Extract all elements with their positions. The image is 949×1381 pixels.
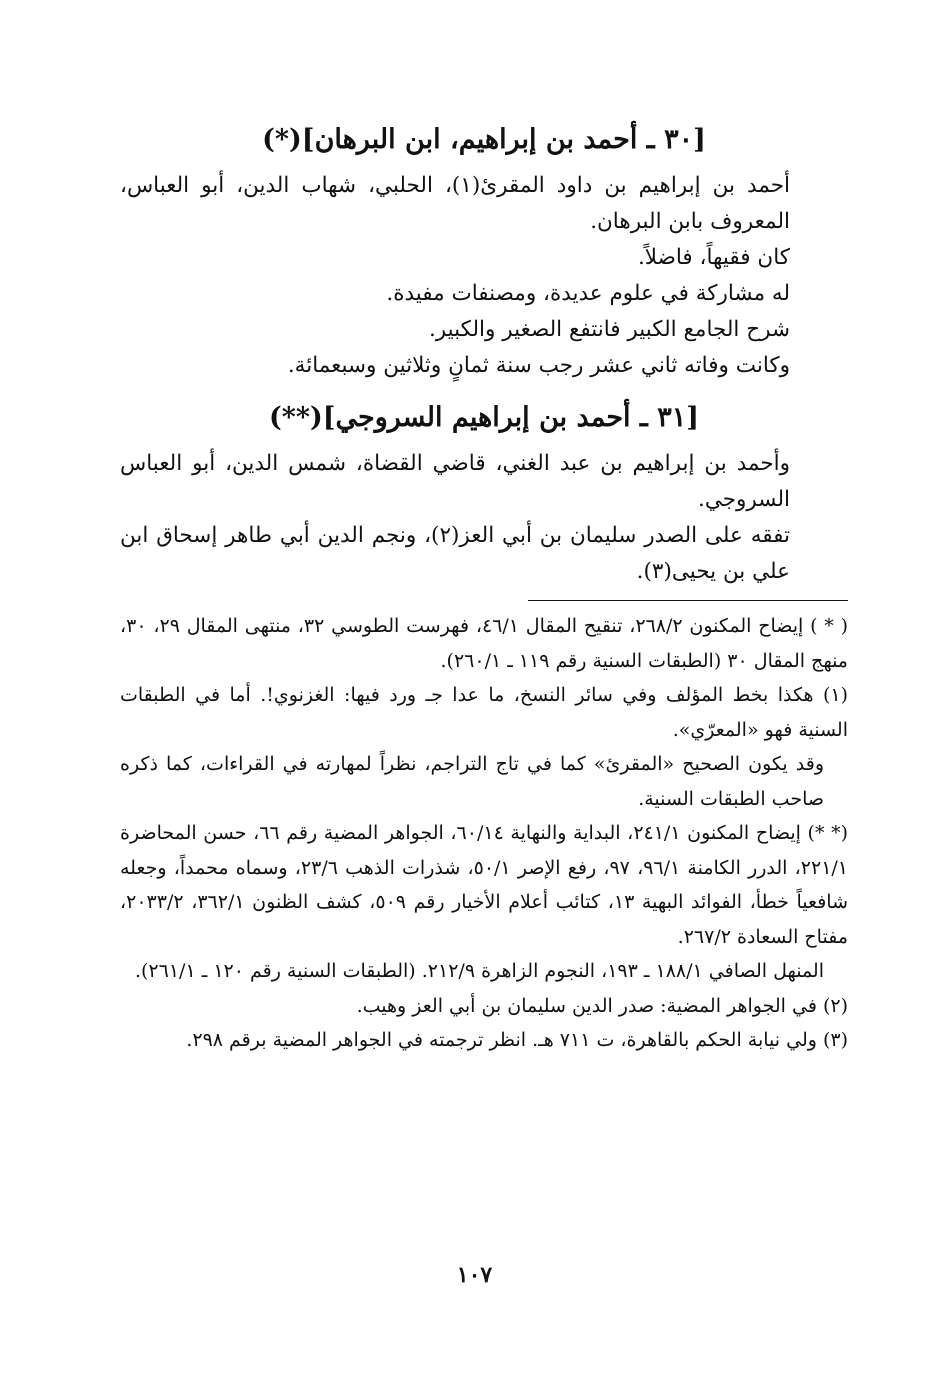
footnote-double-star-continued: المنهل الصافي ١٨٨/١ ـ ١٩٣، النجوم الزاهرة ٢١٢/٩. (الطبقات السنية رقم ١٢٠ ـ ٢٦١/١). — [134, 960, 824, 982]
entry-31-heading: [٣١ ـ أحمد بن إبراهيم السروجي](**) — [268, 402, 700, 433]
entry-30-paragraph-3: له مشاركة في علوم عديدة، ومصنفات مفيدة. — [386, 281, 790, 306]
footnote-3: (٣) ولي نيابة الحكم بالقاهرة، ت ٧١١ هـ. انظر ترجمته في الجواهر المضية برقم ٢٩٨. — [186, 1029, 848, 1051]
footnote-divider — [528, 600, 848, 601]
footnote-1: (١) هكذا بخط المؤلف وفي سائر النسخ، ما عدا جـ ورد فيها: الغزنوي!. أما في الطبقات السنية فهو «المعرّي». — [120, 684, 848, 741]
entry-31-paragraph-2: تفقه على الصدر سليمان بن أبي العز(٢)، ونجم الدين أبي طاهر إسحاق ابن علي بن يحيى(٣). — [120, 523, 790, 584]
footnote-star: ( * ) إيضاح المكنون ٢٦٨/٢، تنقيح المقال ٤٦/١، فهرست الطوسي ٣٢، منتهى المقال ٢٩، ٣٠، منهج المقال ٣٠ (الطبقات السنية رقم ١١٩ ـ ٢٦٠/١). — [120, 615, 849, 672]
entry-30-paragraph-4: شرح الجامع الكبير فانتفع الصغير والكبير. — [428, 317, 790, 342]
entry-30-paragraph-1: أحمد بن إبراهيم بن داود المقرئ(١)، الحلبي، شهاب الدين، أبو العباس، المعروف بابن البرهان. — [120, 173, 790, 234]
entry-30-heading: [٣٠ ـ أحمد بن إبراهيم، ابن البرهان](*) — [262, 124, 706, 155]
page-body — [120, 120, 848, 1058]
page-number: ١٠٧ — [456, 1262, 493, 1288]
entry-30-paragraph-2: كان فقيهاً، فاضلاً. — [637, 245, 790, 270]
footnote-1-continued: وقد يكون الصحيح «المقرئ» كما في تاج التراجم، نظراً لمهارته في القراءات، كما ذكره صاحب الطبقات السنية. — [120, 753, 824, 810]
footnote-2: (٢) في الجواهر المضية: صدر الدين سليمان بن أبي العز وهيب. — [356, 994, 848, 1017]
entry-31-paragraph-1: وأحمد بن إبراهيم بن عبد الغني، قاضي القضاة، شمس الدين، أبو العباس السروجي. — [120, 451, 790, 512]
footnote-double-star: (* *) إيضاح المكنون ٢٤١/١، البداية والنهاية ٦٠/١٤، الجواهر المضية رقم ٦٦، حسن المحاضرة ٢٢١/١، الدرر الكامنة ٩٦/١، ٩٧، رفع الإصر ٥٠/١، شذرات الذهب ٢٣/٦، وسماه محمداً، وجعله شافعياً خطأ، الفوائد البهية ١٣، كتائب أعلام الأخيار رقم ٥٠٩، كشف الظنون ٣٦٢/١، ٢٠٣٣/٢، مفتاح السعادة ٢٦٧/٢. — [120, 822, 849, 948]
section-gap — [120, 384, 848, 398]
entry-30-paragraph-5: وكانت وفاته ثاني عشر رجب سنة ثمانٍ وثلاثين وسبعمائة. — [287, 353, 790, 378]
